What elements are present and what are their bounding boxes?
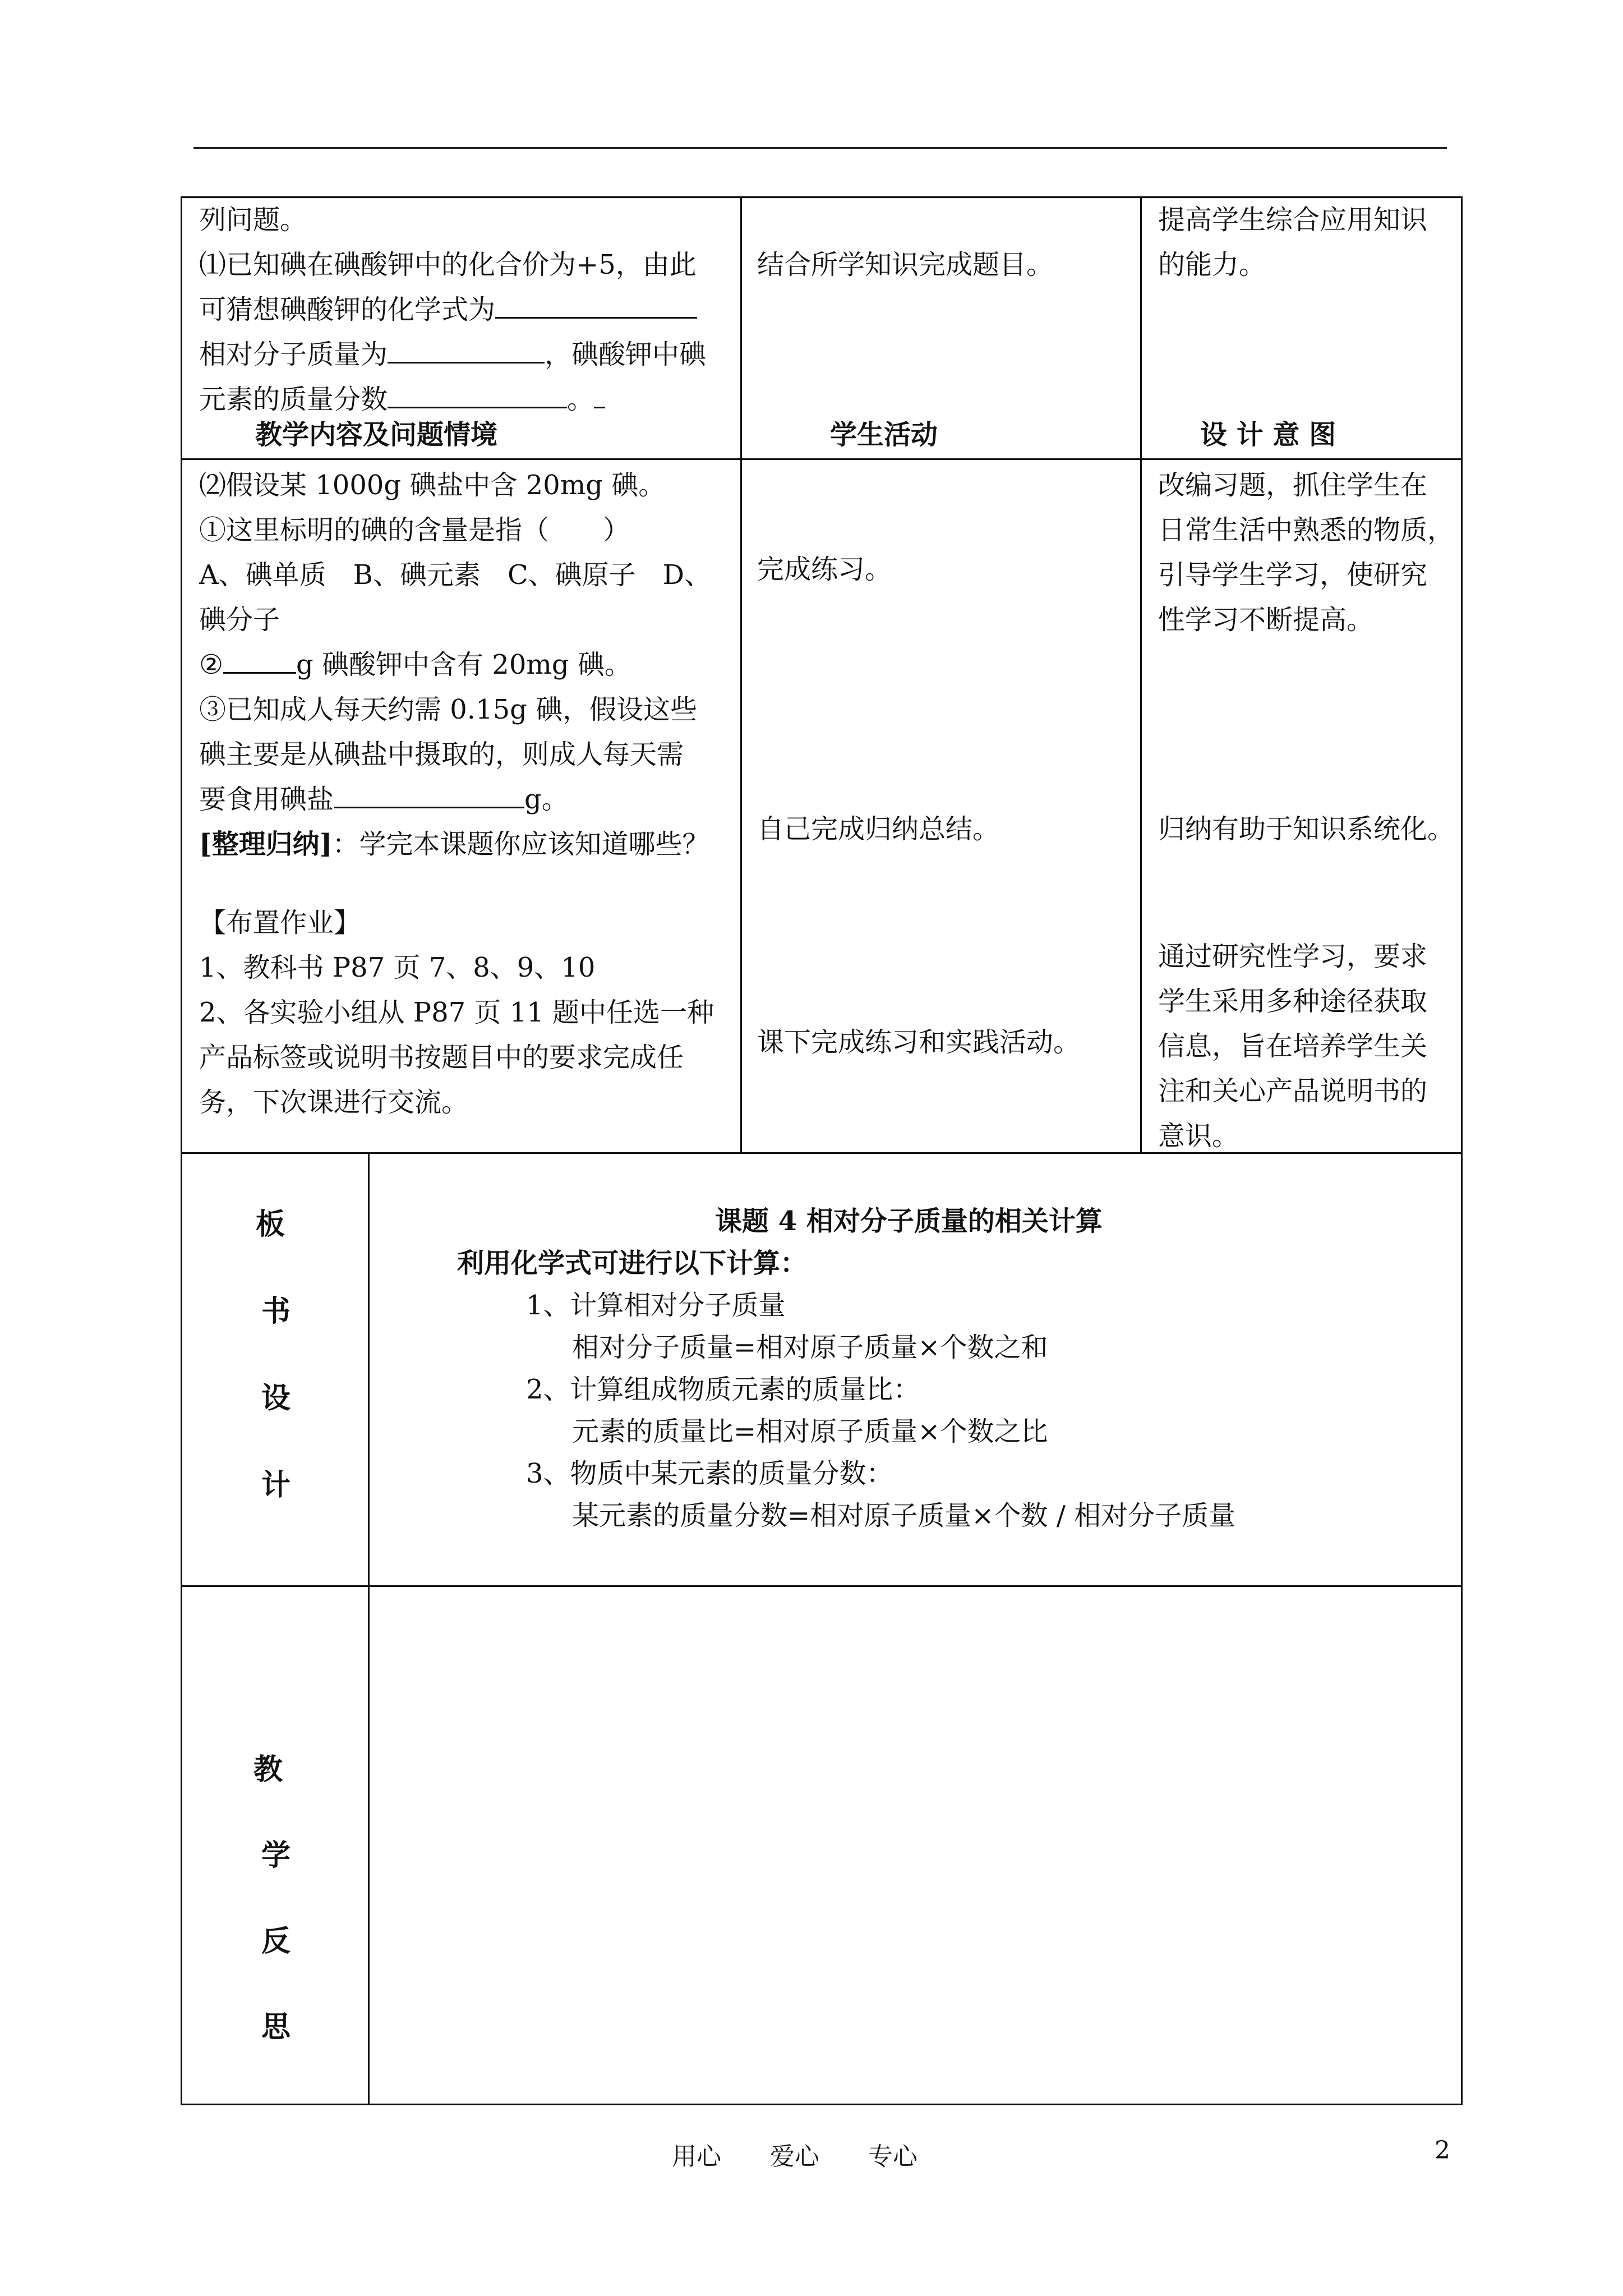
board-line: 相对分子质量=相对原子质量×个数之和 [572, 1332, 1048, 1363]
page-number: 2 [1435, 2136, 1450, 2165]
board-label-char: 板 [256, 1207, 285, 1241]
cell-text: 的能力。 [1158, 249, 1266, 280]
cell-text: 日常生活中熟悉的物质， [1158, 514, 1455, 546]
question-text: 相对分子质量为 [199, 339, 388, 370]
bottom-table [181, 1152, 1463, 2105]
cell-text: 列问题。 [199, 204, 307, 236]
board-line: 元素的质量比=相对原子质量×个数之比 [572, 1416, 1048, 1447]
cell-text: 归纳有助于知识系统化。 [1158, 813, 1455, 845]
top-table-divider [1140, 196, 1142, 1154]
cell-text: 完成练习。 [757, 554, 892, 585]
answer-blank[interactable] [223, 646, 296, 674]
header-design-intent: 设 计 意 图 [1200, 419, 1336, 450]
header-student-activity: 学生活动 [830, 419, 938, 450]
reflection-label-char: 学 [261, 1838, 291, 1872]
homework-heading: 【布置作业】 [199, 907, 361, 938]
cell-text: 通过研究性学习，要求 [1158, 941, 1428, 972]
answer-blank[interactable] [594, 381, 605, 408]
cell-text: ①这里标明的碘的含量是指（ ） [199, 514, 630, 546]
reflection-label-char: 思 [261, 2010, 291, 2044]
summary-text: ：学完本课题你应该知道哪些？ [332, 829, 709, 860]
answer-blank[interactable] [388, 336, 545, 364]
cell-text: 改编习题，抓住学生在 [1158, 470, 1428, 501]
board-label-char: 计 [261, 1468, 291, 1502]
cell-text: 信息，旨在培养学生关 [1158, 1030, 1428, 1062]
cell-text: 意识。 [1158, 1120, 1239, 1152]
board-label-char: 设 [261, 1381, 291, 1415]
cell-text [199, 287, 697, 332]
summary-label: [整理归纳] [199, 829, 333, 860]
answer-blank[interactable] [495, 291, 697, 319]
board-line: 某元素的质量分数=相对原子质量×个数 / 相对分子质量 [572, 1500, 1236, 1531]
cell-text: 学生采用多种途径获取 [1158, 986, 1428, 1017]
question-text: g。 [524, 784, 569, 815]
cell-text: 性学习不断提高。 [1158, 604, 1374, 636]
label-column-divider [368, 1152, 370, 2105]
board-label-char: 书 [261, 1294, 291, 1328]
cell-text: 1、教科书 P87 页 7、8、9、10 [199, 952, 596, 983]
cell-text: ⑴已知碘在碘酸钾中的化合价为+5，由此 [199, 249, 697, 280]
board-line: 3、物质中某元素的质量分数： [526, 1458, 893, 1489]
cell-text: 产品标签或说明书按题目中的要求完成任 [199, 1042, 684, 1073]
cell-text: 结合所学知识完成题目。 [757, 249, 1054, 280]
cell-text [199, 777, 569, 822]
cell-text: 务，下次课进行交流。 [199, 1087, 469, 1118]
board-line: 2、计算组成物质元素的质量比： [526, 1374, 920, 1405]
board-line: 1、计算相对分子质量 [526, 1290, 786, 1321]
cell-text: 提高学生综合应用知识 [1158, 204, 1428, 236]
cell-text: 碘主要是从碘盐中摄取的，则成人每天需 [199, 739, 684, 770]
question-text: g 碘酸钾中含有 20mg 碘。 [296, 649, 631, 680]
cell-text: 2、各实验小组从 P87 页 11 题中任选一种 [199, 997, 714, 1028]
header-content: 教学内容及问题情境 [255, 419, 498, 450]
question-text: 可猜想碘酸钾的化学式为 [199, 294, 496, 325]
cell-text: 自己完成归纳总结。 [757, 813, 1000, 845]
question-text: 元素的质量分数 [199, 384, 388, 415]
question-text: ，碘酸钾中碘 [545, 339, 707, 370]
footer-text: 用心 [672, 2142, 721, 2171]
cell-text [199, 822, 709, 867]
reflection-label-char: 反 [261, 1924, 291, 1958]
cell-text: 注和关心产品说明书的 [1158, 1075, 1428, 1107]
board-subtitle: 利用化学式可进行以下计算： [457, 1248, 808, 1279]
top-table-row-line [181, 458, 1463, 460]
footer-text: 专心 [868, 2142, 917, 2171]
header-rule [193, 147, 1447, 149]
question-text: ② [199, 649, 224, 680]
cell-text: ③已知成人每天约需 0.15g 碘，假设这些 [199, 694, 698, 725]
cell-text: 引导学生学习，使研究 [1158, 559, 1428, 591]
bottom-table-row-line [181, 1585, 1463, 1587]
question-text: 。 [567, 384, 594, 415]
cell-text: 课下完成练习和实践活动。 [757, 1027, 1081, 1058]
answer-blank[interactable] [334, 781, 524, 808]
cell-text [199, 332, 706, 377]
reflection-label-char: 教 [253, 1752, 283, 1787]
board-title: 课题 4 相对分子质量的相关计算 [715, 1205, 1103, 1237]
top-table-divider [740, 196, 742, 1154]
question-text: 要食用碘盐 [199, 784, 334, 815]
answer-blank[interactable] [388, 381, 567, 408]
cell-text: 碘分子 [199, 604, 280, 636]
cell-text: A、碘单质 B、碘元素 C、碘原子 D、 [199, 559, 712, 591]
cell-text: ⑵假设某 1000g 碘盐中含 20mg 碘。 [199, 470, 666, 501]
footer-text: 爱心 [770, 2142, 819, 2171]
cell-text [199, 642, 631, 687]
